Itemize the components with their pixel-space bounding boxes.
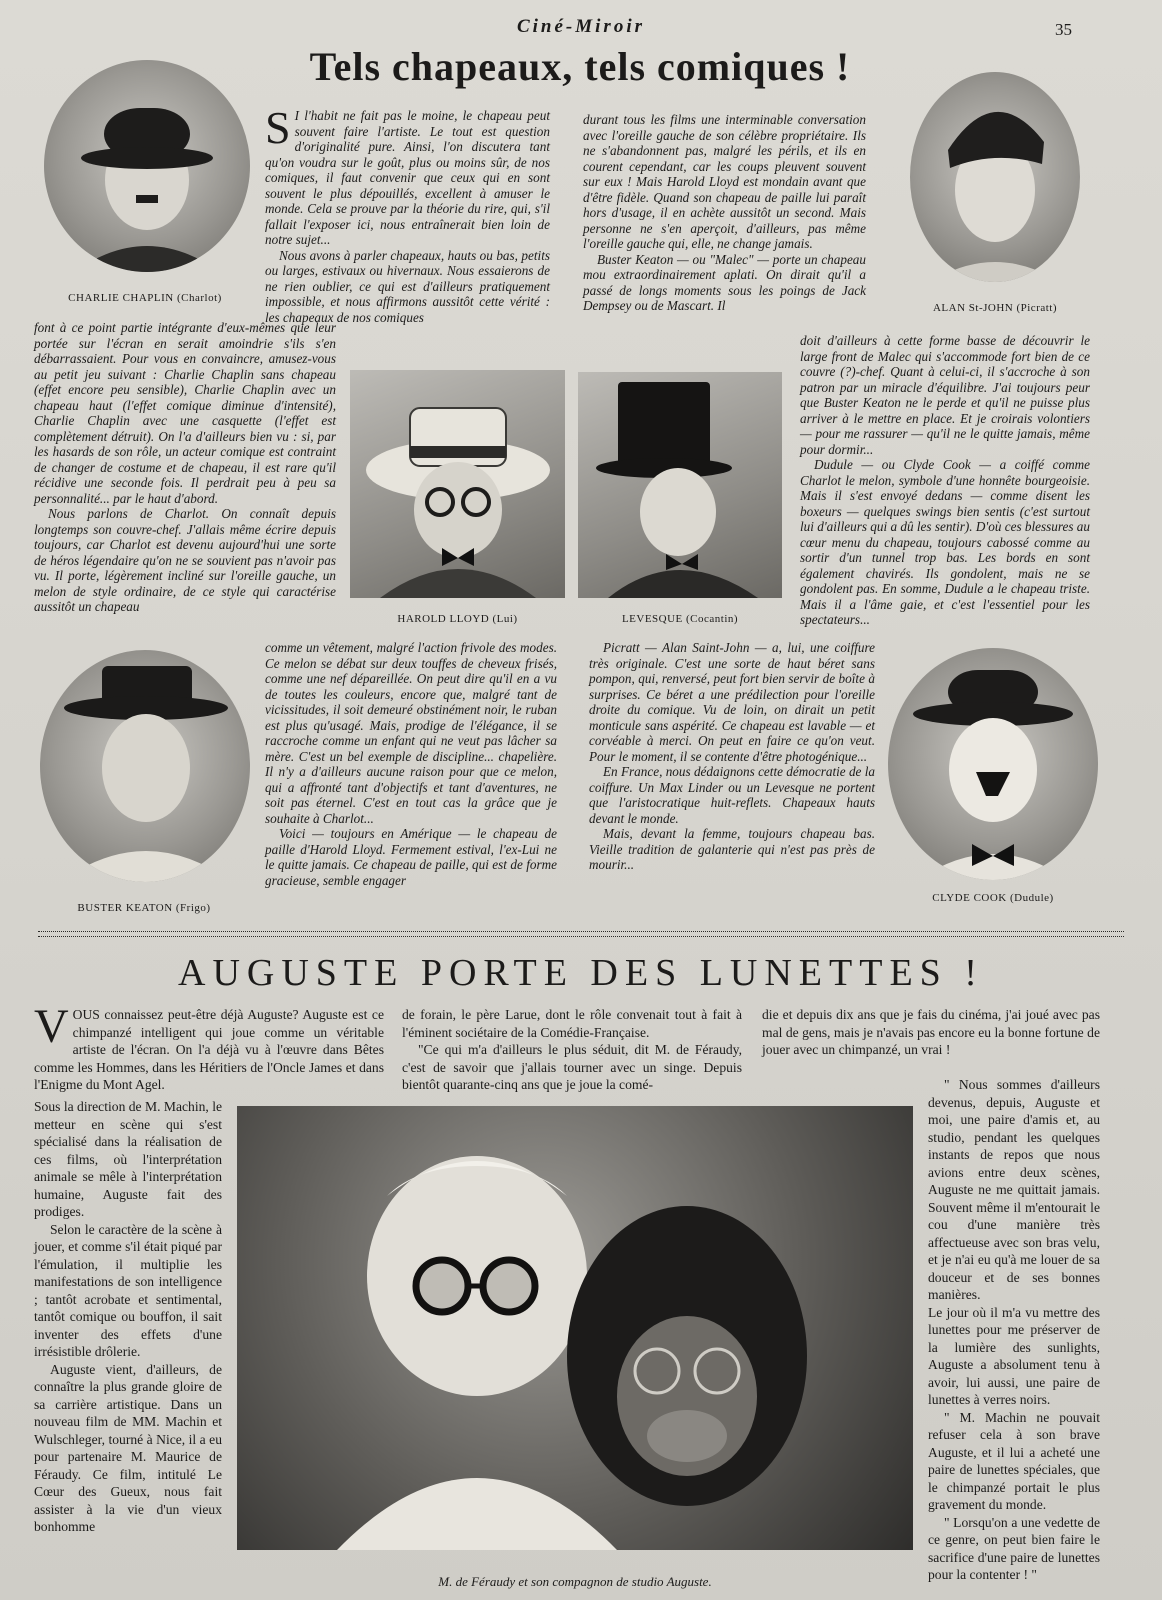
lloyd-photo (350, 370, 565, 598)
article2-c3-p5: " Lorsqu'on a une vedette de ce genre, on peut bien faire le sacrifice d'une paire de lunettes pour la contenter ! " (928, 1514, 1100, 1582)
article1-mid-col (265, 640, 557, 888)
article2-c3-p2: " Nous sommes d'ailleurs devenus, depuis, Auguste et moi, une paire d'amis et, au studio, pendant les quelques instants de repos que nous avions entre deux scènes, Auguste ne me quittait jamais. Souvent même il m'entourait le cou d'une manière très affectueuse avec son bras velu, et je n'ai eu qu'à me louer de sa douceur et de ses bonnes manières. (928, 1077, 1100, 1302)
article1-right-p2: Dudule — ou Clyde Cook — a coiffé comme Charlot le melon, symbole d'une honnête bourgeoisie. Mais il s'est envoyé dedans — comme disent les boxeurs — quelques swings bien sentis (c'est surtout lui d'ailleurs qui a dû les sentir). D'où ces blessures au cœur menu du chapeau, toujours cabossé comme au sortir d'un tunnel trop bas. Les bords en sont également chavirés. Ils gondolent, mais ne se gondolent pas. En somme, Dudule a le chapeau triste. Mais il a l'âme gaie, et c'est l'essentiel pour les spectateurs... (800, 457, 1090, 627)
article2-title: AUGUSTE PORTE DES LUNETTES ! (178, 952, 984, 994)
article1-mid2-col (589, 640, 875, 873)
chaplin-caption: CHARLIE CHAPLIN (Charlot) (68, 292, 222, 304)
chaplin-portrait (44, 60, 250, 272)
article2-col1-top (34, 1000, 384, 1094)
article2-col2 (402, 1006, 742, 1094)
article2-dropcap: V (34, 1000, 69, 1053)
article2-c3-p3: Le jour où il m'a vu mettre des lunettes pour me préserver de la lumière des sunlights, Auguste a absolument tenu à avoir, lui aussi, une paire de lunettes à verres noirs. (928, 1304, 1100, 1407)
article1-col1-p2: Nous avons à parler chapeaux, hauts ou bas, petits ou larges, estivaux ou hivernaux. Nous essaierons de ne rien oublier, ce qui est d'ailleurs pratiquement impossible, et nous affirmons aussitôt cette vérité : les chapeaux de nos comiques (265, 247, 550, 325)
article2-c3-p1: die et depuis dix ans que je fais du cinéma, j'ai joué avec pas mal de gens, mais je n'avais pas encore eu la bonne fortune de jouer avec un chimpanzé, un vrai ! (762, 1007, 1100, 1057)
article1-col1 (265, 102, 550, 325)
lloyd-caption: HAROLD LLOYD (Lui) (397, 613, 518, 625)
cook-portrait (888, 648, 1098, 880)
masthead: Ciné-Miroir (516, 16, 646, 37)
levesque-photo (578, 372, 782, 598)
article1-col2 (583, 112, 866, 314)
keaton-portrait (40, 650, 250, 882)
article1-mid2-p1: Picratt — Alan Saint-John — a, lui, une coiffure très originale. C'est une sorte de haut béret sans pompon, qui, renversé, peut fort bien servir de boîte à surprises. Ce béret a une prédilection pour l'oreille droite du comique. Vu de loin, on dirait un petit monticule sans aspérité. Ce chapeau est lavable — et corvéable à merci. On peut en faire ce qu'on veut. Pour le moment, il se contente d'être photogénique... (589, 640, 875, 764)
article2-c2-p2: "Ce qui m'a d'ailleurs le plus séduit, dit M. de Féraudy, c'est de savoir que j'allais tourner avec un singe. Depuis bientôt quarante-cinq ans que je joue la comé- (402, 1042, 742, 1092)
article1-left-p1: font à ce point partie intégrante d'eux-mêmes que leur portée sur l'écran en serait amoindrie s'ils s'en débarrassaient. Pour vous en convaincre, amusez-vous au petit jeu suivant : Charlie Chaplin sans chapeau (effet encore peu sensible), Charlie Chaplin avec un chapeau haut (l'effet comique diminue d'intensité), Charlie Chaplin avec une casquette (l'effet est complètement détruit). On l'a d'ailleurs bien vu : si, par les hasards de son rôle, un acteur comique est contraint de changer de costume et de chapeau, il est rare qu'il récidive une seconde fois. Il perdrait peu à peu sa personnalité... par le haut d'abord. (34, 320, 336, 506)
article2-c1-p3: Selon le caractère de la scène à jouer, et comme s'il était piqué par l'émulation, il multiplie les manifestations de son intelligence ; tantôt acrobate et sentimental, tantôt comique ou bouffon, il sait inventer des effets d'une irrésistible drôlerie. (34, 1221, 222, 1359)
article1-col2-p1: durant tous les films une interminable conversation avec l'oreille gauche de son célèbre propriétaire. Ils ne s'abandonnent pas, malgré les périls, et ils en courent cependant, car les coups pleuvent souvent sur eux ! Mais Harold Lloyd est mondain avant que d'être fidèle. Quand son chapeau de paille lui paraît hors d'usage, il en achète aussitôt un second. Mais personne ne s'en aperçoit, d'ailleurs, pas même l'oreille gauche qui, elle, ne change jamais. (583, 112, 866, 251)
article2-col3-narrow (928, 1076, 1100, 1584)
article1-right-p1: doit d'ailleurs à cette forme basse de découvrir le large front de Malec qui s'accommode fort bien de ce couvre (?)-chef. Quant à celui-ci, il s'accroche à son patron par un miracle d'équilibre. J'ai toujours peur que Buster Keaton ne le perde et qu'il ne puisse plus arriver à le mettre en place. Et je croirais volontiers — pour me rassurer — qu'il ne le quitte jamais, même pour dormir... (800, 333, 1090, 457)
article2-c3-p4: " M. Machin ne pouvait refuser cela à son brave Auguste, et il lui a acheté une paire de lunettes spéciales, que le chimpanzé portait le plus gravement du monde. (928, 1409, 1100, 1512)
levesque-caption: LEVESQUE (Cocantin) (621, 613, 739, 625)
article1-title: Tels chapeaux, tels comiques ! (309, 44, 851, 89)
article1-mid2-p3: Mais, devant la femme, toujours chapeau bas. Vieille tradition de galanterie qui n'est pas près de mourir... (589, 826, 875, 872)
article1-mid-p2: Voici — toujours en Amérique — le chapeau de paille d'Harold Lloyd. Fermement estival, l'ex-Lui ne le quitte jamais. Ce chapeau de paille, qui est de forme gracieuse, semble engager (265, 826, 557, 888)
cook-caption: CLYDE COOK (Dudule) (932, 892, 1054, 904)
article2-c2-p1: de forain, le père Larue, dont le rôle convenait tout à fait à l'éminent sociétaire de la Comédie-Française. (402, 1007, 742, 1040)
section-divider (38, 931, 1124, 937)
article1-left-p2: Nous parlons de Charlot. On connaît depuis longtemps son couvre-chef. J'allais même écrire depuis toujours, car Charlot est devenu aujourd'hui une sorte de héros légendaire qu'on ne se souvient pas n'avoir pas vu. Il porte, légèrement incliné sur l'oreille gauche, un melon de style ordinaire, de ce style qui caractérise aussitôt un chapeau (34, 506, 336, 614)
article1-dropcap: S (265, 102, 291, 153)
article1-col2-p2: Buster Keaton — ou "Malec" — porte un chapeau mou extraordinairement aplati. On dirait qu'il a passé de longs moments sous les poings de Jack Dempsey ou de Mascart. Il (583, 251, 866, 313)
article1-mid2-p2: En France, nous dédaignons cette démocratie de la coiffure. Un Max Linder ou un Levesque ne portent que l'aristocratique huit-reflets. Chapeaux hauts devant le monde. (589, 764, 875, 826)
page-number: 35 (1055, 20, 1072, 39)
article2-c1-p1: OUS connaissez peut-être déjà Auguste? Auguste est ce chimpanzé intelligent qui joue comme un véritable artiste de l'écran. On l'a déjà vu à l'œuvre dans Bêtes comme les Hommes, dans les Héritiers de l'Oncle James et dans l'Enigme du Mont Agel. (34, 1007, 384, 1092)
keaton-caption: BUSTER KEATON (Frigo) (77, 902, 211, 914)
article2-c1-p2: Sous la direction de M. Machin, le metteur en scène qui s'est spécialisé dans la réalisation de ces films, où l'interprétation animale se mêle à l'interprétation humaine, Auguste fait des prodiges. (34, 1099, 223, 1219)
stjohn-portrait (910, 72, 1080, 282)
article2-c1-p4: Auguste vient, d'ailleurs, de connaître la plus grande gloire de sa carrière artistique. Dans un nouveau film de MM. Machin et Wulschleger, tourné à Nice, il a eu pour partenaire M. Maurice de Féraudy. Ce film, intitulé Le Cœur des Gueux, nous fait assister à la vie d'un vieux bonhomme (34, 1361, 222, 1534)
article1-left-col (34, 320, 336, 615)
article2-col1-narrow (34, 1098, 222, 1536)
feraudy-auguste-photo (237, 1106, 913, 1550)
article2-col3-top (762, 1006, 1100, 1059)
article1-right-col (800, 333, 1090, 628)
stjohn-caption: ALAN St-JOHN (Picratt) (932, 302, 1058, 314)
photo-caption: M. de Féraudy et son compagnon de studio Auguste. (438, 1574, 712, 1589)
article1-mid-p1: comme un vêtement, malgré l'action frivole des modes. Ce melon se débat sur deux touffes de cheveux frisés, comme une nef dépareillée. On peut dire qu'il en a vu de toutes les couleurs, encore que, malgré tant de vicissitudes, il soit demeuré obstinément noir, le ruban est plus qu'usagé. Mais, prodige de l'élégance, il se raccroche comme un enfant qui ne veut pas lâcher sa mère. C'est un bel exemple de discipline... chapelière. Il n'y a d'ailleurs aucune raison pour que ce melon, qui a affronté tant d'objectifs et tant d'aventures, ne soit pas éternel. C'est en tout cas la grâce que je souhaite à Charlot... (265, 640, 557, 826)
article1-col1-p1: I l'habit ne fait pas le moine, le chapeau peut souvent faire l'artiste. Le tout est question d'originalité pure. Ainsi, l'on discutera tant qu'on voudra sur le goût, plus ou moins sûr, de nos comiques, il faut convenir que ceux qui en sont souvent le plus dépouillés, excellent à amuser le monde. Cela se prouve par la théorie du rire, qui, s'il fallait l'exposer ici, nous entraînerait bien loin de notre sujet... (265, 108, 550, 247)
